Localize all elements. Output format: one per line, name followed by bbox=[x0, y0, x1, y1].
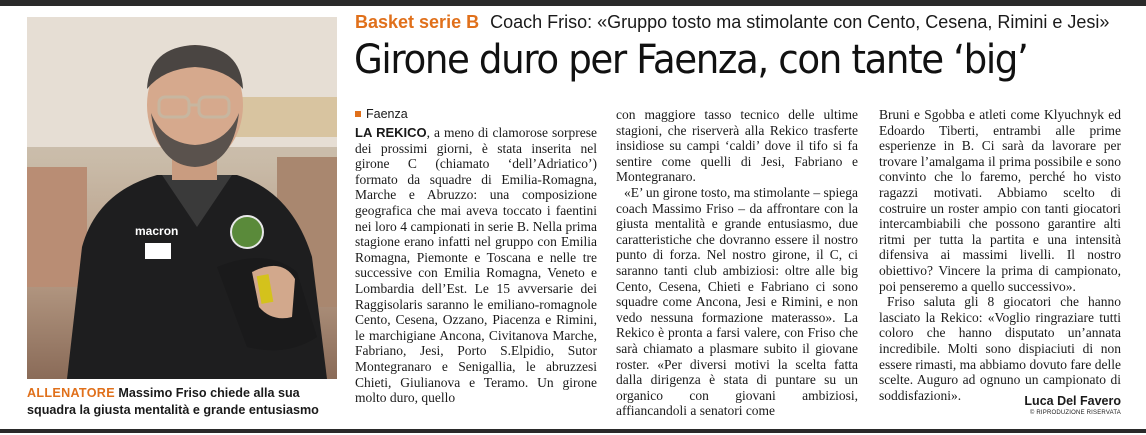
article-paragraph: Bruni e Sgobba e atleti come Klyuchnyk ed Edoardo Tiberti, entrambi alle prime esperienze in B. Ci sarà da lavorare per trovare l’amalgama il prima possibile e sono convinto che lo faremo, perché ho visto ragazzi motivati. Abbiamo scelto di costruire un roster ampio con tanti giocatori intercambiabili che possono garantire alti ritmi per tutta la partita e una intensità difensiva ai massimi livelli. Il nostro obiettivo? Vincere la prima di campionato, poi penseremo a quello successivo». bbox=[879, 107, 1121, 294]
coach-illustration bbox=[27, 17, 337, 379]
article-column-2 bbox=[616, 107, 858, 419]
article-column-3 bbox=[879, 107, 1121, 403]
dateline bbox=[355, 106, 597, 122]
author-signature: Luca Del Favero bbox=[1024, 394, 1121, 408]
top-rule bbox=[0, 0, 1146, 6]
article-lead: LA REKICO bbox=[355, 125, 427, 140]
headline: Girone duro per Faenza, con tante ‘big’ bbox=[354, 37, 1028, 83]
rights-notice: © RIPRODUZIONE RISERVATA bbox=[1029, 410, 1121, 416]
dateline-square-icon bbox=[355, 111, 361, 117]
bottom-rule bbox=[0, 429, 1146, 433]
dateline-text: Faenza bbox=[366, 107, 408, 121]
section-line bbox=[355, 11, 1135, 33]
coach-photo bbox=[27, 17, 337, 379]
section-label: Basket serie B bbox=[355, 12, 480, 32]
photo-caption bbox=[27, 385, 347, 419]
column-1-text: , a meno di clamorose sorprese dei prossimi giorni, è stata inserita nel girone C (chiamato ‘dell’Adriatico’) formato da squadre di Emilia-Romagna, Marche e Abruzzo: una composizione geografica che mai aveva toccato i faentini nei loro 4 campionati in serie B. Nella prima stagione erano infatti nel gruppo con Emilia Romagna, Piemonte e Toscana e nelle tre successive con Emilia Romagna, Veneto e Lombardia dell’Est. Le 15 avversarie dei Raggisolaris saranno le emiliano-romagnole Cento, Cesena, Ozzano, Piacenza e Rimini, le marchigiane Ancona, Civitanova Marche, Fabriano, Jesi, Porto S.Elpidio, Sutor Montegranaro e Senigallia, le abruzzesi Chieti, Giulianova e Teramo. Un girone molto duro, quello bbox=[355, 125, 597, 406]
subheadline: Coach Friso: «Gruppo tosto ma stimolante con Cento, Cesena, Rimini e Jesi» bbox=[490, 12, 1110, 32]
article-paragraph: con maggiore tasso tecnico delle ultime stagioni, che riserverà alla Rekico trasferte insidiose su campi ‘caldi’ dove il tifo si fa sentire come quelli di Jesi, Fabriano e Montegranaro. bbox=[616, 107, 858, 185]
article-paragraph: «E’ un girone tosto, ma stimolante – spiega coach Massimo Friso – da affrontare con la giusta mentalità e grande entusiasmo, due caratteristiche che dovranno essere il nostro punto di forza. Nel nostro girone, il C, ci saranno tanti club ambiziosi: oltre alle big Cento, Cesena, Chieti e Fabriano ci sono squadre come Ancona, Jesi e Rimini, e non vedo nessuna formazione materasso». La Rekico è pronta a farsi valere, con Friso che sarà chiamato a plasmare subito il giovane roster. «Per diversi motivi la scelta fatta dalla dirigenza è stata di puntare su un organico con giovani ambiziosi, affiancandoli a senatori come bbox=[616, 184, 858, 419]
article-column-1 bbox=[355, 106, 597, 406]
article-paragraph bbox=[355, 125, 597, 406]
article-paragraph: Friso saluta gli 8 giocatori che hanno lasciato la Rekico: «Voglio ringraziare tutti coloro che hanno disputato un’annata incredibile. Molti sono dispiaciuti di non essere rimasti, ma abbiamo dovuto fare delle scelte. Auguro ad ognuno un campionato di soddisfazioni». bbox=[879, 294, 1121, 403]
caption-text: Massimo Friso chiede alla sua squadra la giusta mentalità e grande entusiasmo bbox=[27, 386, 319, 417]
caption-kicker: ALLENATORE bbox=[27, 386, 115, 400]
jacket-brand-mark: macron bbox=[135, 224, 179, 238]
